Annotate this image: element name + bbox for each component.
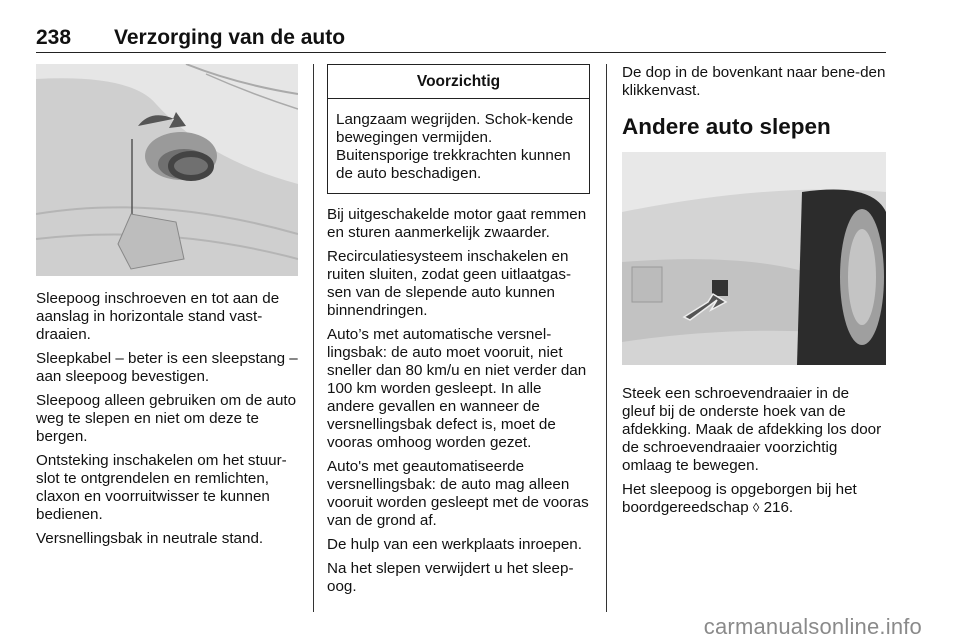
page-reference[interactable]: 216. xyxy=(763,499,794,516)
caution-title: Voorzichtig xyxy=(328,65,589,99)
col1-paragraph: Ontsteking inschakelen om het stuur-slot te ontgrendelen en remlichten, claxon en voorruitwisser te kunnen bedienen. xyxy=(36,452,287,523)
col3-intro: De dop in de bovenkant naar bene-den klikkenvast. xyxy=(622,64,886,99)
watermark: carmanualsonline.info xyxy=(703,614,922,639)
col2-paragraph: Auto's met geautomatiseerde versnellingsbak: de auto mag alleen vooruit worden gesleept met de vooras van de grond af. xyxy=(327,458,589,529)
front-tow-eye-illustration xyxy=(36,64,298,276)
column-divider xyxy=(313,64,314,612)
col1-paragraph: Sleepoog alleen gebruiken om de auto weg te slepen en niet om deze te bergen. xyxy=(36,392,297,445)
rear-tow-eye-illustration xyxy=(622,152,886,365)
page-reference-icon[interactable]: ◊ xyxy=(752,500,760,515)
caution-box xyxy=(327,64,590,194)
section-heading: Andere auto slepen xyxy=(622,114,831,139)
column-divider xyxy=(606,64,607,612)
col2-paragraph: De hulp van een werkplaats inroepen. xyxy=(327,536,582,553)
col3-paragraph: Steek een schroevendraaier in de gleuf bij de onderste hoek van de afdekking. Maak de afdekking los door de schroevendraaier voorzichtig omlaag te bewegen. xyxy=(622,385,882,474)
page-number: 238 xyxy=(36,26,72,49)
col1-paragraph: Versnellingsbak in neutrale stand. xyxy=(36,530,264,547)
col2-paragraph: Na het slepen verwijdert u het sleep-oog. xyxy=(327,560,574,595)
col3-paragraph-text: Het sleepoog is opgeborgen bij het boordgereedschap xyxy=(622,481,857,516)
page-header xyxy=(36,26,886,52)
col1-paragraph: Sleepkabel – beter is een sleepstang – aan sleepoog bevestigen. xyxy=(36,350,298,385)
col1-paragraph: Sleepoog inschroeven en tot aan de aanslag in horizontale stand vast-draaien. xyxy=(36,290,280,343)
header-rule xyxy=(36,52,886,53)
column-1 xyxy=(36,64,298,554)
col2-paragraph: Auto’s met automatische versnel-lingsbak: de auto moet vooruit, niet sneller dan 80 km/u en niet verder dan 100 km worden gesleept. In alle andere gevallen en wanneer de versnellingsbak defect is, moet de vooras omhoog worden gezet. xyxy=(327,326,587,451)
page-title: Verzorging van de auto xyxy=(114,26,346,49)
col3-paragraph xyxy=(622,481,886,517)
column-2 xyxy=(327,64,592,602)
column-3 xyxy=(622,64,886,523)
col2-paragraph: Bij uitgeschakelde motor gaat remmen en sturen aanmerkelijk zwaarder. xyxy=(327,206,587,241)
col2-paragraph: Recirculatiesysteem inschakelen en ruiten sluiten, zodat geen uitlaatgas-sen van de slepende auto kunnen binnendringen. xyxy=(327,248,572,319)
caution-text: Langzaam wegrijden. Schok-kende bewegingen vermijden. Buitensporige trekkrachten kunnen de auto beschadigen. xyxy=(336,111,574,182)
